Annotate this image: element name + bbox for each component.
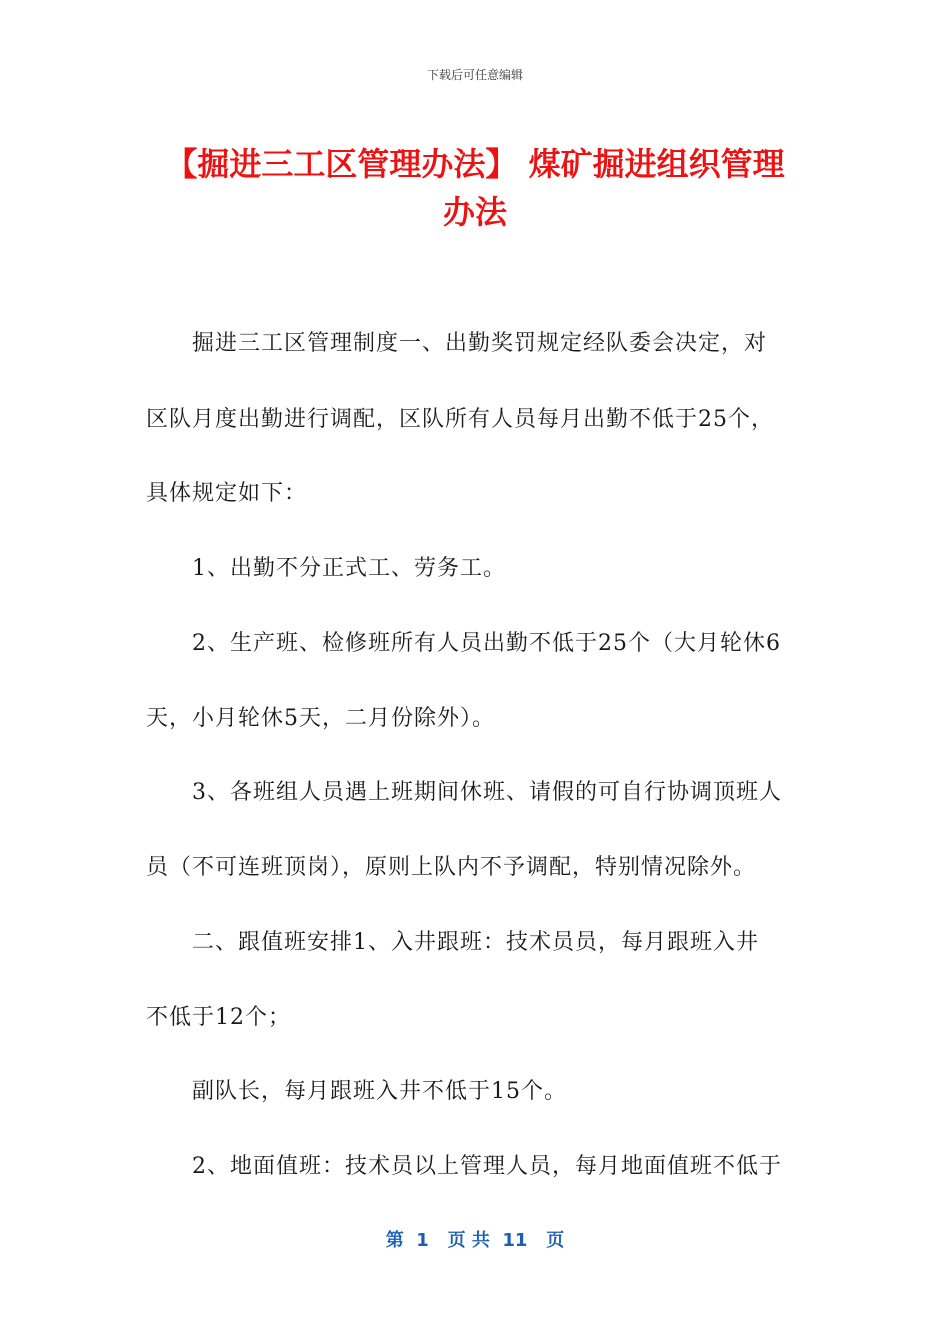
body-line: 副队长，每月跟班入井不低于15个。 bbox=[192, 1079, 567, 1104]
body-line: 掘进三工区管理制度一、出勤奖罚规定经队委会决定，对 bbox=[192, 331, 768, 356]
document-title bbox=[140, 140, 810, 236]
page-number-footer: 第 1 页 共 11 页 bbox=[385, 1230, 565, 1251]
body-line: 1、出勤不分正式工、劳务工。 bbox=[192, 556, 506, 581]
body-line: 员（不可连班顶岗），原则上队内不予调配，特别情况除外。 bbox=[146, 855, 757, 880]
page-header-note: 下载后可任意编辑 bbox=[426, 68, 523, 82]
body-line: 二、跟值班安排1、入井跟班：技术员员，每月跟班入井 bbox=[192, 930, 759, 955]
body-line: 2、地面值班：技术员以上管理人员，每月地面值班不低于 bbox=[192, 1154, 782, 1179]
title-line-1: 【掘进三工区管理办法】 煤矿掘进组织管理 bbox=[165, 145, 785, 183]
body-line: 3、各班组人员遇上班期间休班、请假的可自行协调顶班人 bbox=[192, 780, 782, 805]
body-line: 天，小月轮休5天，二月份除外）。 bbox=[146, 706, 495, 731]
body-line: 具体规定如下： bbox=[146, 481, 308, 506]
title-line-2: 办法 bbox=[442, 193, 507, 231]
body-line: 2、生产班、检修班所有人员出勤不低于25个（大月轮休6 bbox=[192, 631, 781, 656]
body-line: 区队月度出勤进行调配，区队所有人员每月出勤不低于25个， bbox=[146, 407, 774, 432]
body-line: 不低于12个； bbox=[146, 1005, 291, 1030]
